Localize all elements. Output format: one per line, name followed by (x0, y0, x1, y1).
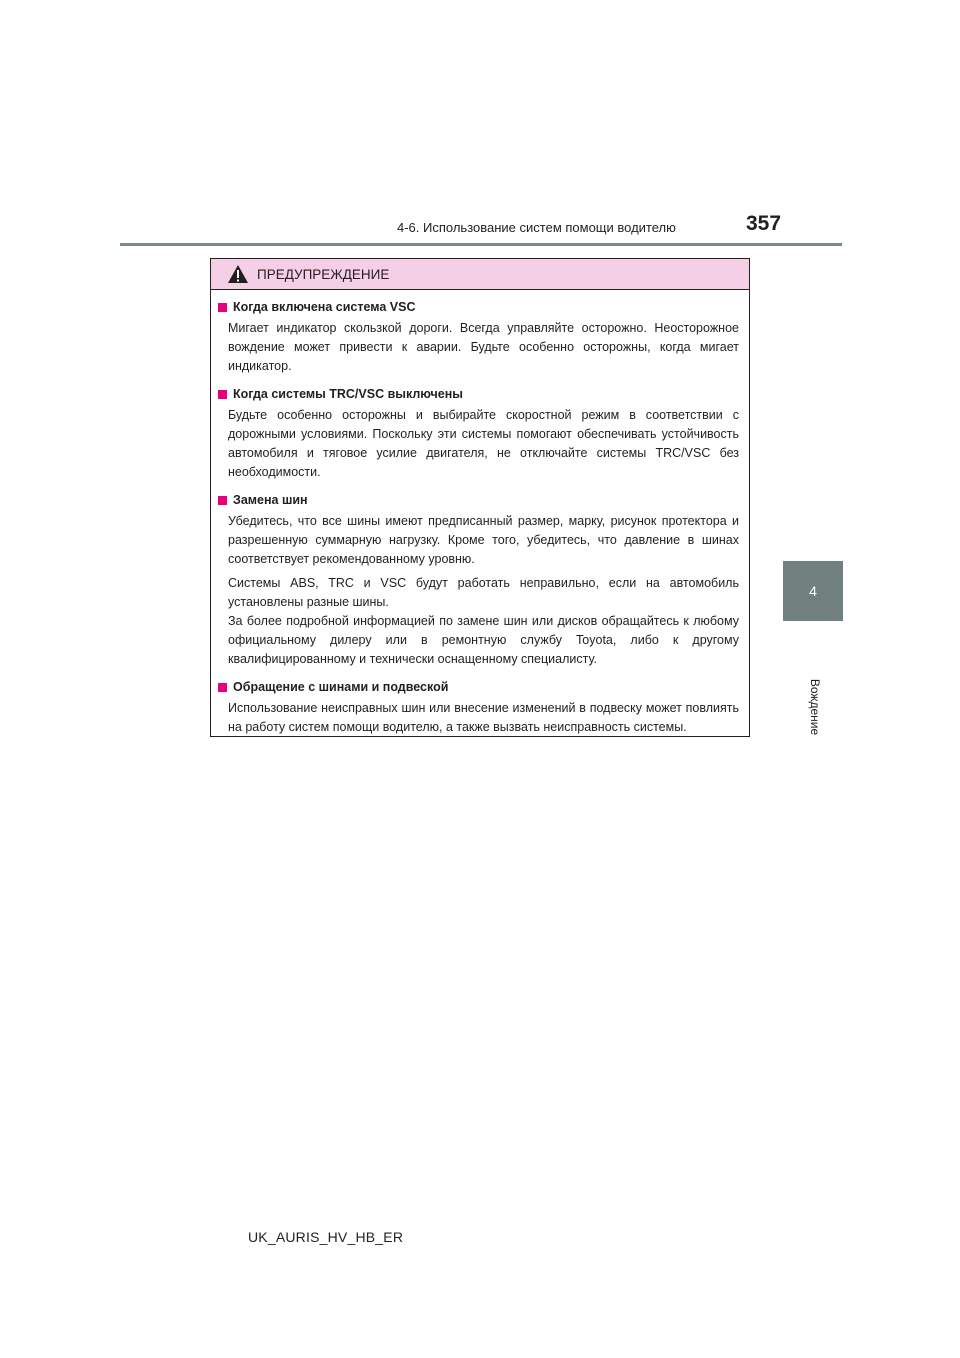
section-title-tire-replacement (218, 493, 739, 507)
warning-title: ПРЕДУПРЕЖДЕНИЕ (257, 266, 390, 282)
section-title-text: Обращение с шинами и подвеской (233, 680, 449, 694)
square-bullet-icon (218, 390, 227, 399)
square-bullet-icon (218, 303, 227, 312)
paragraph: Системы ABS, TRC и VSC будут работать неправильно, если на автомобиль установлены разные шины. (228, 576, 739, 609)
paragraph: За более подробной информацией по замене шин или дисков обращайтесь к любому официальному дилеру или в ремонтную службу Toyota, либо к другому квалифицированному и технически оснащенному специалисту. (228, 614, 739, 666)
section-title-text: Замена шин (233, 493, 308, 507)
section-title-text: Когда включена система VSC (233, 300, 416, 314)
header-rule (120, 243, 842, 246)
paragraph: Мигает индикатор скользкой дороги. Всегда управляйте осторожно. Неосторожное вождение может привести к аварии. Будьте особенно осторожны, когда мигает индикатор. (228, 321, 739, 373)
square-bullet-icon (218, 683, 227, 692)
header-section-title: 4-6. Использование систем помощи водителю (397, 220, 676, 235)
chapter-tab (783, 561, 843, 621)
section-title-tires-suspension (218, 680, 739, 694)
section-title-trc-vsc-off (218, 387, 739, 401)
square-bullet-icon (218, 496, 227, 505)
warning-header (211, 259, 749, 290)
document-code: UK_AURIS_HV_HB_ER (248, 1229, 404, 1245)
paragraph: Будьте особенно осторожны и выбирайте скоростной режим в соответствии с дорожными условиями. Поскольку эти системы помогают обеспечивать устойчивость автомобиля и тяговое усилие двигателя, не отключайте системы TRC/VSC без необходимости. (228, 408, 739, 479)
page-number: 357 (746, 212, 782, 235)
warning-box (210, 258, 750, 737)
chapter-number: 4 (809, 583, 817, 599)
paragraph: Убедитесь, что все шины имеют предписанный размер, марку, рисунок протектора и разрешенную суммарную нагрузку. Кроме того, убедитесь, что давление в шинах соответствует рекомендованному уровню. (228, 514, 739, 566)
section-title-text: Когда системы TRC/VSC выключены (233, 387, 463, 401)
chapter-label: Вождение (808, 678, 822, 736)
paragraph: Использование неисправных шин или внесение изменений в подвеску может повлиять на работу систем помощи водителю, а также вызвать неисправность системы. (228, 701, 739, 734)
warning-triangle-icon (227, 264, 249, 284)
section-title-vsc-on (218, 300, 739, 314)
warning-body (211, 290, 749, 737)
